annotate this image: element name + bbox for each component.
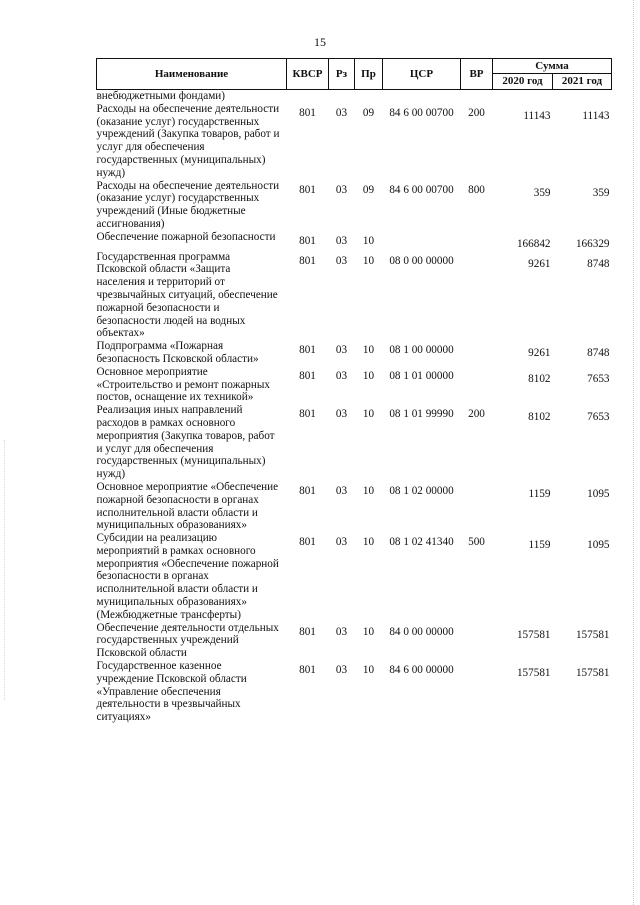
table-row <box>97 103 612 180</box>
row-sum-2020: 9261 <box>528 257 551 270</box>
table-row <box>97 404 612 481</box>
header-vr: ВР <box>461 59 493 90</box>
row-pr: 10 <box>362 664 375 677</box>
table-row <box>97 231 612 251</box>
table-row <box>97 90 612 103</box>
row-sum-2020: 157581 <box>516 628 551 641</box>
row-kvsr: 801 <box>299 369 316 382</box>
row-pr: 10 <box>362 369 375 382</box>
row-sum-2021: 8748 <box>587 347 610 360</box>
row-pr: 10 <box>362 536 375 549</box>
row-vr: 200 <box>468 408 485 421</box>
row-sum-2020: 1159 <box>528 487 551 500</box>
scan-edge-marks-left <box>4 440 6 700</box>
row-kvsr: 801 <box>299 183 316 196</box>
table-row <box>97 180 612 231</box>
row-sum-2020: 8102 <box>528 372 551 385</box>
table-row <box>97 251 612 341</box>
row-kvsr: 801 <box>299 234 316 247</box>
row-sum-2021: 166329 <box>575 237 610 250</box>
row-csr: 84 6 00 00000 <box>389 664 454 677</box>
row-rz: 03 <box>335 183 348 196</box>
row-sum-2020: 157581 <box>516 667 551 680</box>
row-sum-2021: 157581 <box>575 628 610 641</box>
row-rz: 03 <box>335 484 348 497</box>
header-year-2020: 2020 год <box>493 74 553 90</box>
row-rz: 03 <box>335 408 348 421</box>
row-sum-2020: 1159 <box>528 539 551 552</box>
row-csr <box>383 90 461 103</box>
row-pr: 10 <box>362 484 375 497</box>
table-row <box>97 532 612 622</box>
row-csr: 08 1 01 99990 <box>389 408 454 421</box>
row-name: Субсидии на реализацию мероприятий в рамках основного мероприятия «Обеспечение пожарной безопасности в органах исполнительной власти области и муниципальных образованиях» (Межбюджетные трансферты) <box>96 532 279 621</box>
row-rz: 03 <box>335 625 348 638</box>
row-csr: 84 0 00 00000 <box>389 625 454 638</box>
page-number: 15 <box>314 35 326 49</box>
row-kvsr: 801 <box>299 106 316 119</box>
table-row <box>97 366 612 404</box>
header-pr: Пр <box>355 59 383 90</box>
budget-table <box>96 58 612 724</box>
row-vr <box>461 340 493 366</box>
row-pr: 10 <box>362 408 375 421</box>
row-csr: 08 0 00 00000 <box>389 254 454 267</box>
row-sum-2021: 7653 <box>587 372 610 385</box>
row-rz: 03 <box>335 536 348 549</box>
row-sum-2021: 359 <box>592 186 610 199</box>
row-vr <box>461 231 493 251</box>
row-sum-2020: 11143 <box>523 109 551 122</box>
row-name: Реализация иных направлений расходов в рамках основного мероприятия (Закупка товаров, работ и услуг для обеспечения государственных (муниципальных) нужд) <box>96 404 275 481</box>
row-pr <box>355 90 383 103</box>
row-kvsr: 801 <box>299 254 316 267</box>
table-row <box>97 622 612 660</box>
scan-edge-marks <box>631 0 634 905</box>
header-kvsr: КВСР <box>287 59 329 90</box>
table-header <box>97 59 612 90</box>
row-pr: 10 <box>362 344 375 357</box>
row-csr: 08 1 00 00000 <box>389 344 454 357</box>
row-kvsr: 801 <box>299 536 316 549</box>
row-vr <box>461 90 493 103</box>
row-sum-2021: 1095 <box>587 539 610 552</box>
row-name: Расходы на обеспечение деятельности (оказание услуг) государственных учреждений (Закупка товаров, работ и услуг для обеспечения государственных (муниципальных) нужд) <box>96 102 280 179</box>
row-pr: 10 <box>362 254 375 267</box>
row-kvsr: 801 <box>299 344 316 357</box>
row-pr: 10 <box>362 625 375 638</box>
table-row <box>97 660 612 724</box>
row-kvsr <box>287 90 329 103</box>
row-name: внебюджетными фондами) <box>96 90 225 102</box>
row-csr <box>383 231 461 251</box>
header-year-2021: 2021 год <box>553 74 612 90</box>
row-rz: 03 <box>335 106 348 119</box>
row-rz: 03 <box>335 664 348 677</box>
row-kvsr: 801 <box>299 408 316 421</box>
row-sum-2020: 359 <box>533 186 551 199</box>
row-name: Основное мероприятие «Строительство и ремонт пожарных постов, оснащение их техникой» <box>96 365 270 404</box>
row-kvsr: 801 <box>299 484 316 497</box>
row-sum-2021: 157581 <box>575 667 610 680</box>
row-name: Государственная программа Псковской области «Защита населения и территорий от чрезвычайных ситуаций, обеспечение пожарной безопасности и безопасности людей на водных объектах» <box>96 250 278 340</box>
row-name: Обеспечение деятельности отдельных государственных учреждений Псковской области <box>96 621 279 660</box>
row-sum-2021 <box>553 90 612 103</box>
row-rz: 03 <box>335 369 348 382</box>
row-vr <box>461 481 493 532</box>
table-row <box>97 481 612 532</box>
row-sum-2020: 166842 <box>516 237 551 250</box>
row-kvsr: 801 <box>299 625 316 638</box>
row-name: Государственное казенное учреждение Псковской области «Управление обеспечения деятельности в чрезвычайных ситуациях» <box>96 660 247 724</box>
row-vr <box>461 366 493 404</box>
row-vr: 500 <box>468 536 485 549</box>
table-row <box>97 340 612 366</box>
header-rz: Рз <box>329 59 355 90</box>
row-name: Основное мероприятие «Обеспечение пожарной безопасности в органах исполнительной власти области и муниципальных образованиях» <box>96 480 279 532</box>
header-name: Наименование <box>97 59 287 90</box>
row-pr: 10 <box>362 234 375 247</box>
row-sum-2021: 11143 <box>582 109 610 122</box>
row-vr: 800 <box>468 183 485 196</box>
row-csr: 08 1 02 41340 <box>389 536 454 549</box>
row-csr: 84 6 00 00700 <box>389 106 454 119</box>
row-vr <box>461 622 493 660</box>
row-vr <box>461 251 493 341</box>
row-csr: 08 1 01 00000 <box>389 369 454 382</box>
row-sum-2020: 8102 <box>528 411 551 424</box>
row-sum-2021: 7653 <box>587 411 610 424</box>
row-pr: 09 <box>362 183 375 196</box>
header-csr: ЦСР <box>383 59 461 90</box>
row-sum-2021: 1095 <box>587 487 610 500</box>
row-csr: 84 6 00 00700 <box>389 183 454 196</box>
header-sum: Сумма <box>493 59 612 74</box>
row-name: Подпрограмма «Пожарная безопасность Псковской области» <box>96 340 259 365</box>
row-vr <box>461 660 493 724</box>
row-sum-2020 <box>493 90 553 103</box>
row-name: Обеспечение пожарной безопасности <box>96 230 276 243</box>
row-sum-2020: 9261 <box>528 347 551 360</box>
row-pr: 09 <box>362 106 375 119</box>
row-rz: 03 <box>335 254 348 267</box>
row-rz: 03 <box>335 234 348 247</box>
row-rz: 03 <box>335 344 348 357</box>
table-body <box>97 90 612 725</box>
row-vr: 200 <box>468 106 485 119</box>
row-name: Расходы на обеспечение деятельности (оказание услуг) государственных учреждений (Иные бюджетные ассигнования) <box>96 179 280 230</box>
row-sum-2021: 8748 <box>587 257 610 270</box>
row-kvsr: 801 <box>299 664 316 677</box>
row-rz <box>329 90 355 103</box>
row-csr: 08 1 02 00000 <box>389 484 454 497</box>
